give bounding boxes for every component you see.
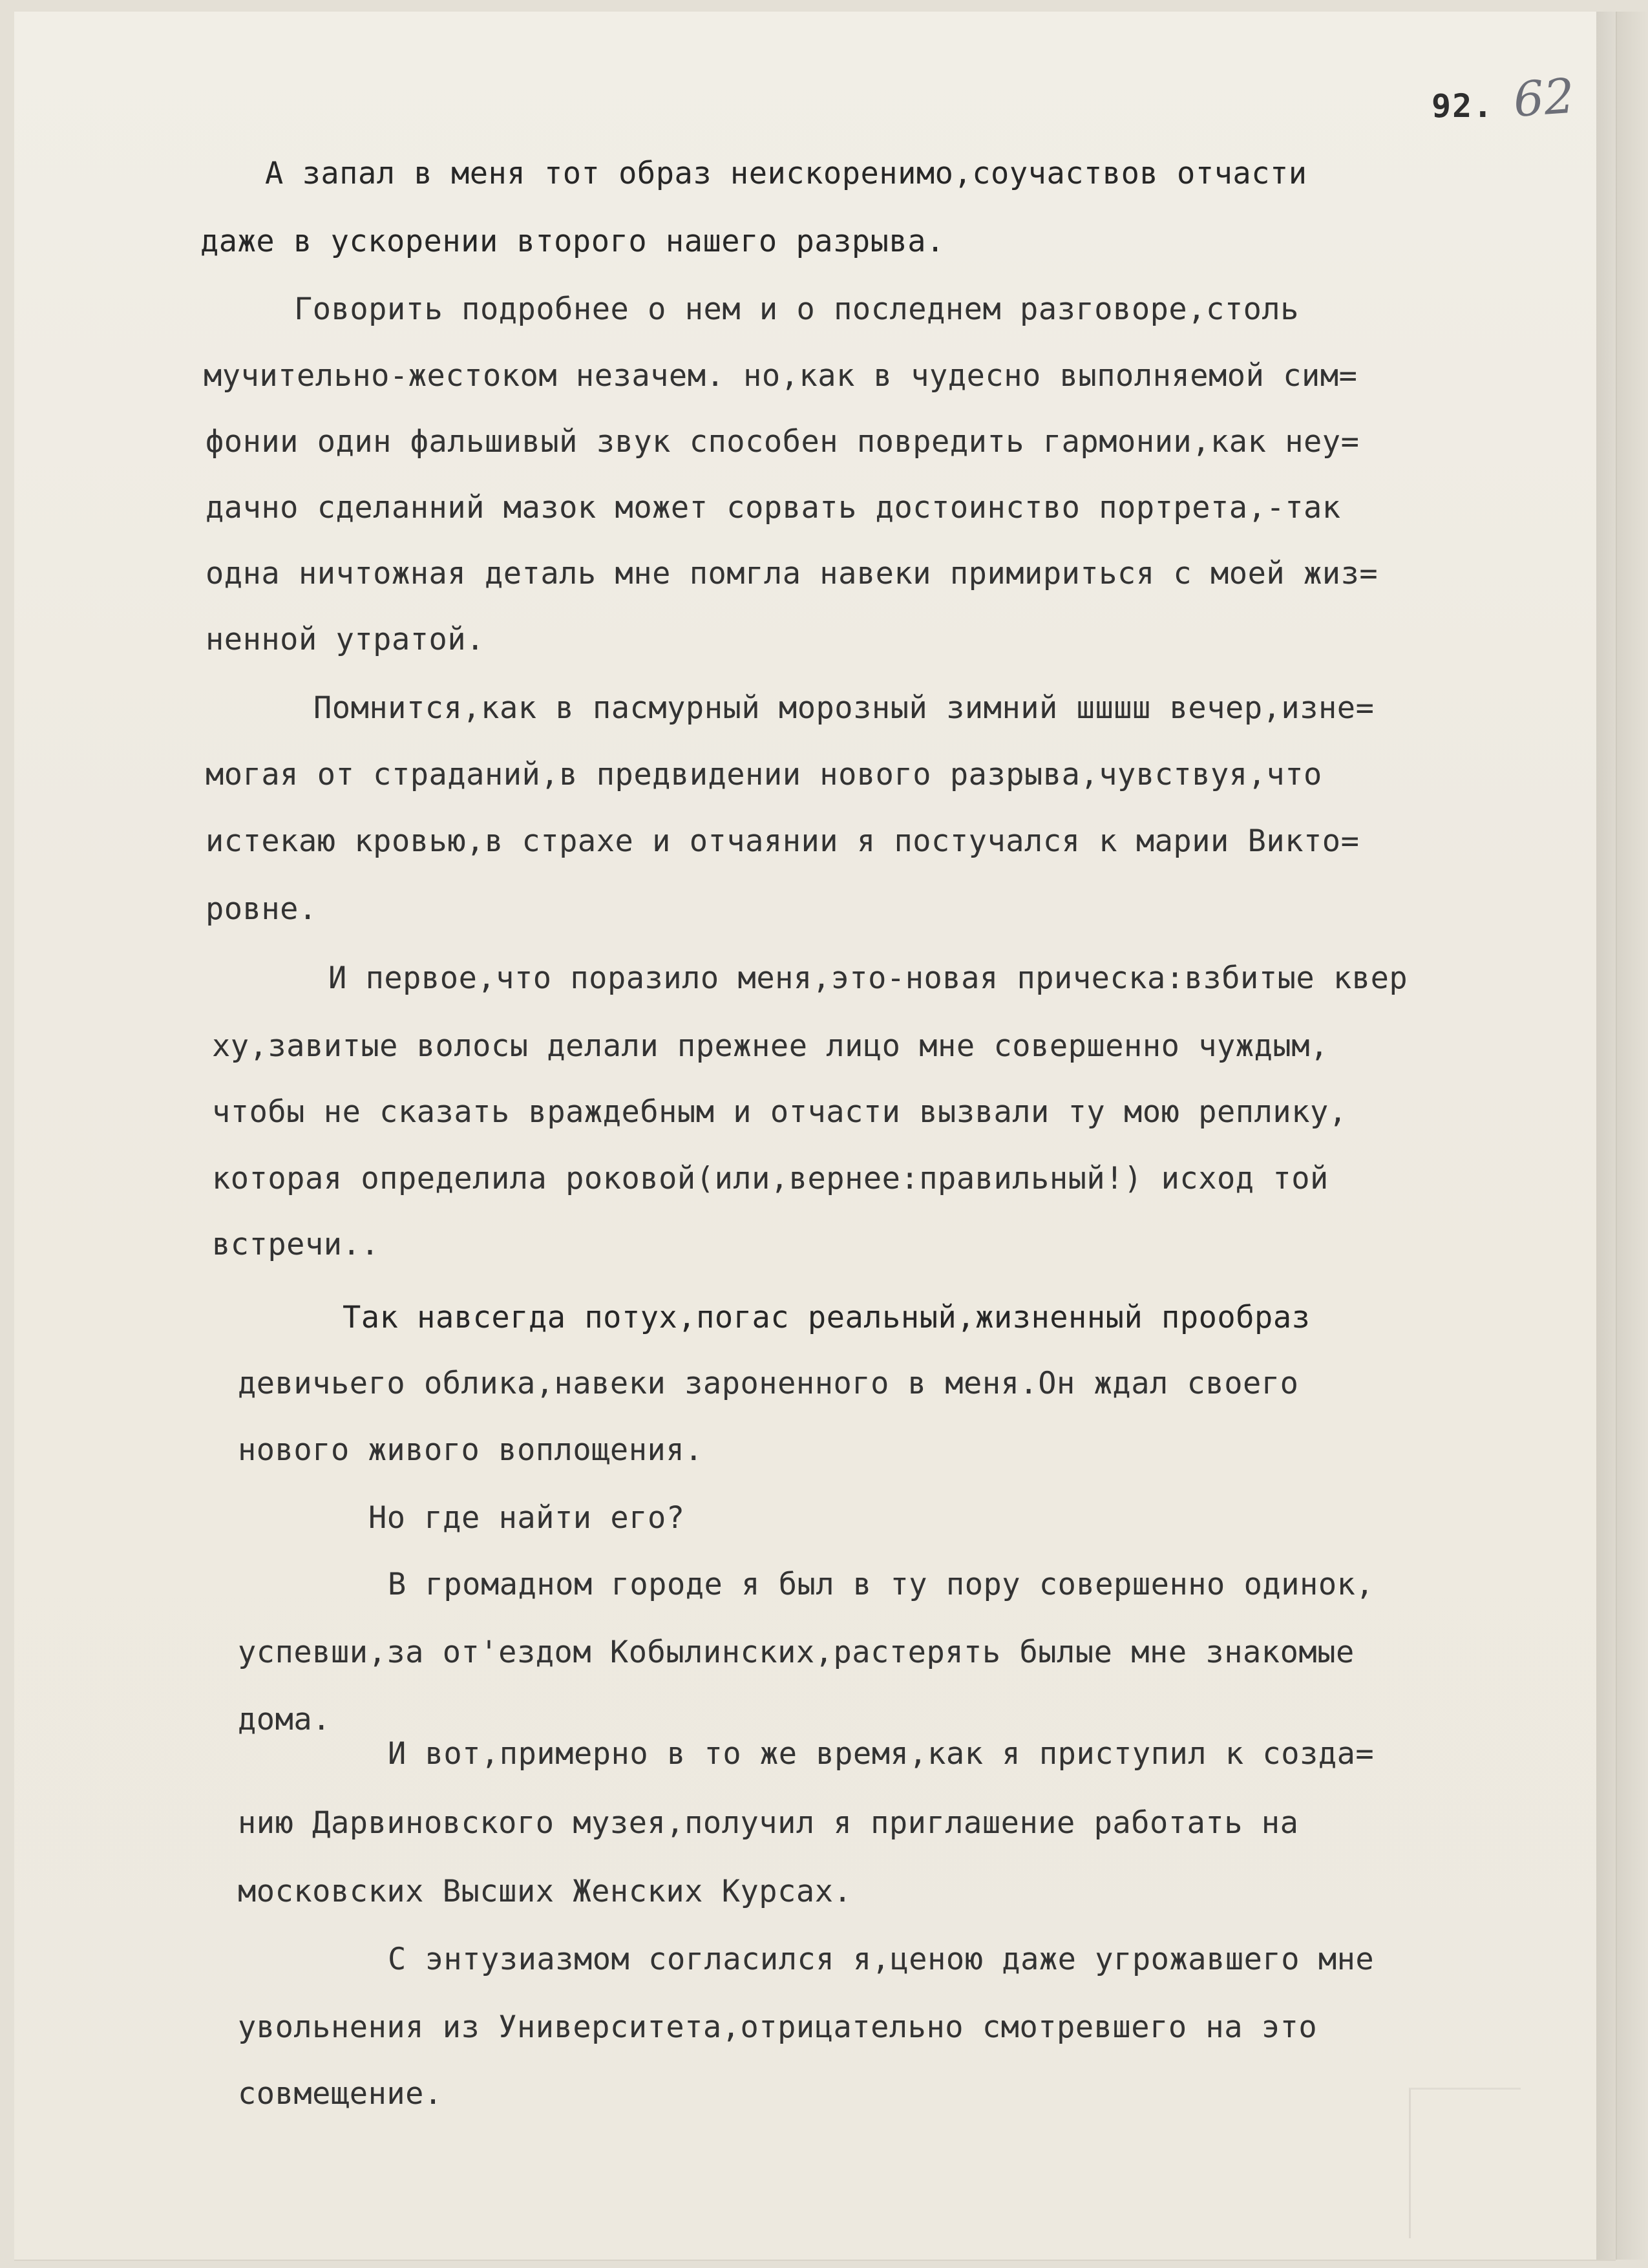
text-line: чтобы не сказать враждебным и отчасти вызвали ту мою реплику, — [212, 1094, 1347, 1130]
text-line: И вот,примерно в то же время,как я приступил к созда= — [388, 1736, 1375, 1772]
text-line: увольнения из Университета,отрицательно смотревшего на это — [238, 2009, 1318, 2045]
text-line: которая определила роковой(или,вернее:правильный!) исход той — [212, 1161, 1329, 1196]
page-number: 92. — [1431, 87, 1494, 125]
text-line: В громадном городе я был в ту пору совершенно одинок, — [388, 1567, 1375, 1602]
text-line: совмещение. — [238, 2076, 443, 2112]
text-line: ненной утратой. — [206, 622, 485, 657]
text-line: фонии один фальшивый звук способен повредить гармонии,как неу= — [206, 424, 1360, 460]
text-line: даже в ускорении второго нашего разрыва. — [200, 224, 945, 259]
text-line: встречи.. — [212, 1227, 380, 1262]
text-line: Помнится,как в пасмурный морозный зимний шшшш вечер,изне= — [313, 690, 1375, 726]
text-line: нию Дарвиновского музея,получил я приглашение работать на — [238, 1805, 1299, 1841]
text-line: Но где найти его? — [368, 1500, 685, 1536]
archive-handwritten-number: 62 — [1512, 68, 1576, 128]
faint-stamp-mark — [1409, 2088, 1521, 2238]
text-line: могая от страданий,в предвидении нового разрыва,чувствуя,что — [206, 757, 1322, 792]
text-line: московских Высших Женских Курсах. — [238, 1874, 852, 1909]
text-line: успевши,за от'ездом Кобылинских,растерять былые мне знакомые — [238, 1635, 1355, 1670]
text-line: дома. — [238, 1702, 331, 1737]
text-line: Так навсегда потух,погас реальный,жизненный прообраз — [343, 1300, 1311, 1335]
text-line: А запал в меня тот образ неискоренимо,соучаствов отчасти — [265, 156, 1307, 191]
text-line: одна ничтожная деталь мне помгла навеки примириться с моей жиз= — [206, 556, 1379, 591]
text-line: девичьего облика,навеки зароненного в меня.Он ждал своего — [238, 1366, 1299, 1401]
text-line: дачно сделанний мазок может сорвать достоинство портрета,-так — [206, 490, 1341, 525]
text-line: С энтузиазмом согласился я,ценою даже угрожавшего мне — [388, 1942, 1375, 1977]
text-line: ху,завитые волосы делали прежнее лицо мне совершенно чуждым, — [212, 1028, 1329, 1064]
text-line: нового живого воплощения. — [238, 1432, 703, 1468]
text-line: Говорить подробнее о нем и о последнем разговоре,столь — [294, 291, 1300, 327]
text-line: мучительно-жестоком незачем. но,как в чудесно выполняемой сим= — [204, 358, 1358, 394]
text-line: ровне. — [206, 891, 317, 927]
text-line: И первое,что поразило меня,это-новая прическа:взбитые квер — [328, 960, 1408, 996]
text-line: истекаю кровью,в страхе и отчаянии я постучался к марии Викто= — [206, 823, 1360, 859]
